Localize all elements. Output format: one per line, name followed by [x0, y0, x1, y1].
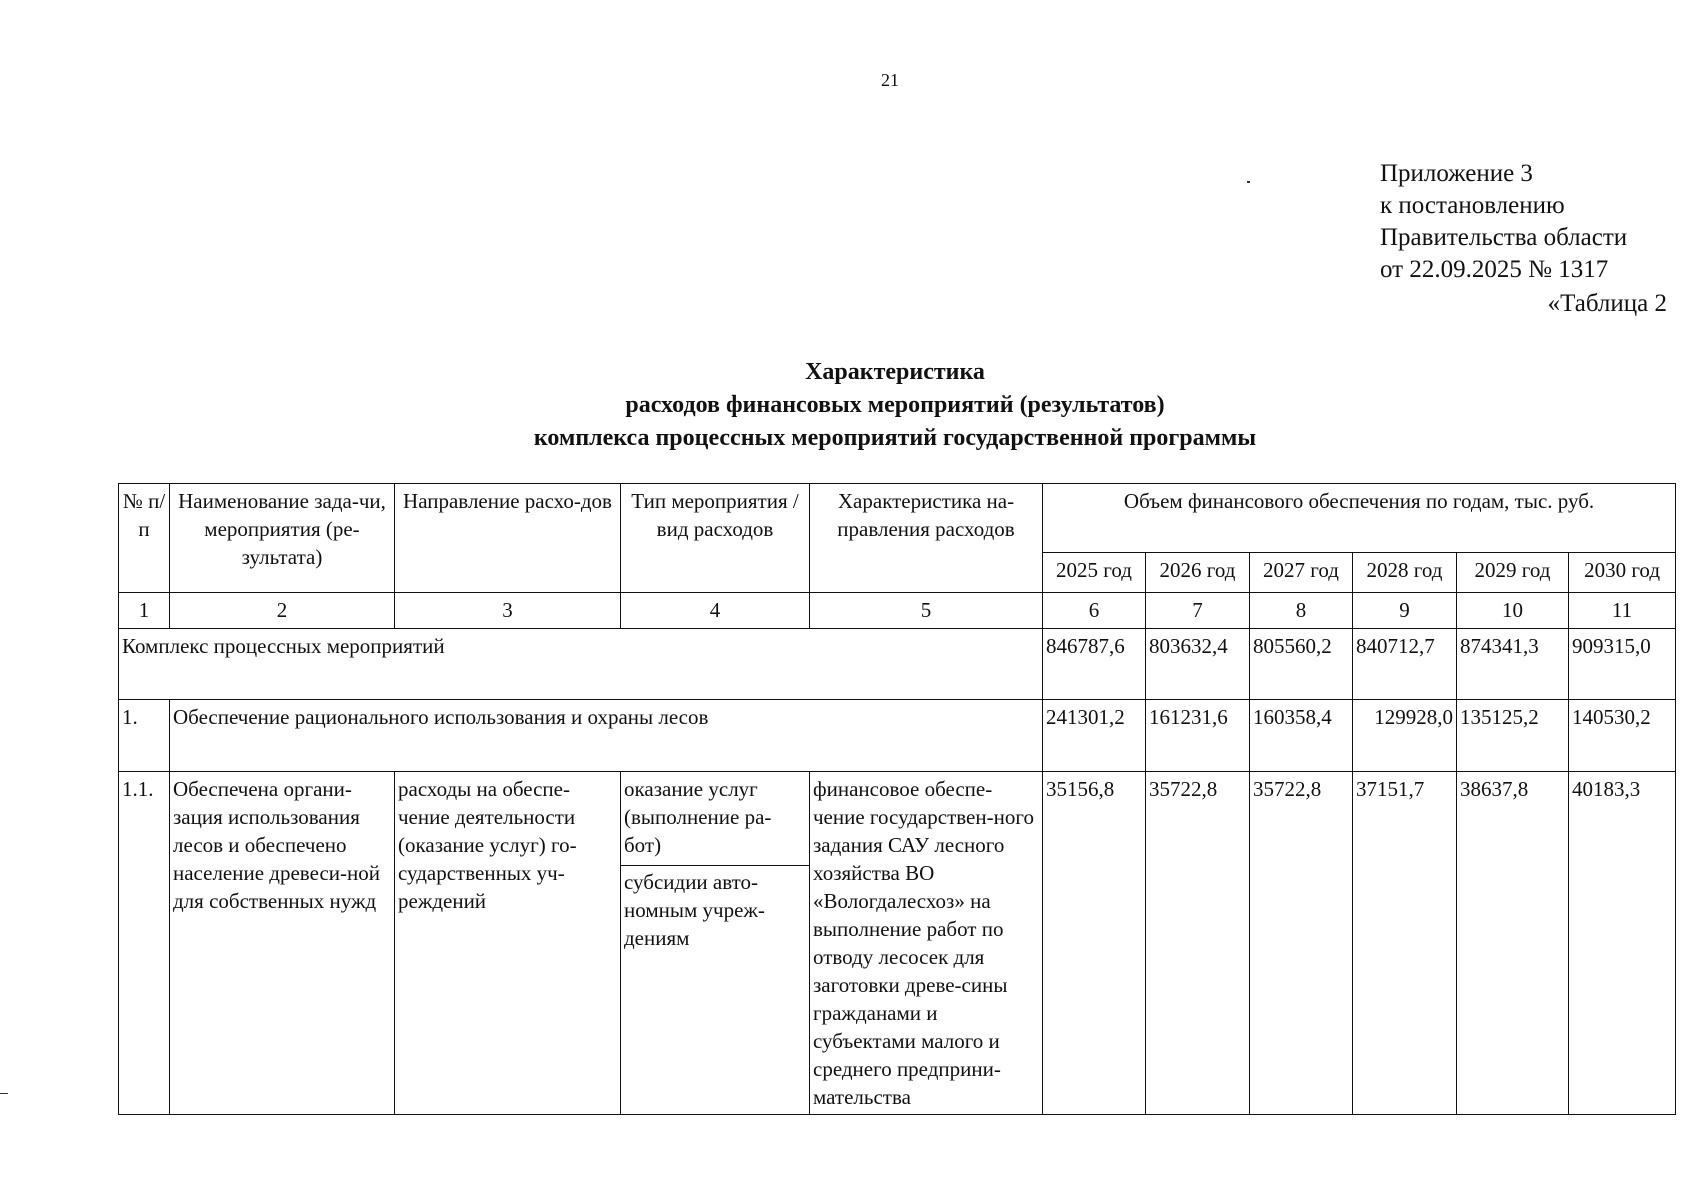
task-value: 135125,2: [1457, 700, 1569, 772]
column-number: 3: [395, 593, 621, 629]
complex-label: Комплекс процессных мероприятий: [119, 629, 1043, 700]
result-direction: расходы на обеспе-чение деятельности (оказание услуг) го-сударственных уч-реждений: [395, 772, 621, 1115]
task-value: 160358,4: [1250, 700, 1353, 772]
header-characteristic: Характеристика на-правления расходов: [810, 484, 1043, 593]
column-number: 6: [1043, 593, 1146, 629]
result-type-sub: субсидии авто-номным учреж-дениям: [621, 865, 809, 952]
column-number: 10: [1457, 593, 1569, 629]
column-number: 11: [1569, 593, 1676, 629]
appendix-block: [1380, 158, 1627, 286]
scan-margin-mark: [0, 1093, 8, 1094]
header-funding: Объем финансового обеспечения по годам, тыс. руб.: [1043, 484, 1676, 553]
result-value: 38637,8: [1457, 772, 1569, 1115]
result-characteristic: финансовое обеспе-чение государствен-ного задания САУ лесного хозяйства ВО «Вологдалесхоз» на выполнение работ по отводу лесосек для заготовки древе-сины гражданами и субъектами малого и среднего предприни-мательства: [810, 772, 1043, 1115]
column-number: 7: [1146, 593, 1250, 629]
header-year: 2030 год: [1569, 553, 1676, 593]
header-year: 2028 год: [1353, 553, 1457, 593]
task-value: 241301,2: [1043, 700, 1146, 772]
column-number: 9: [1353, 593, 1457, 629]
header-direction: Направление расхо-дов: [395, 484, 621, 593]
header-year: 2029 год: [1457, 553, 1569, 593]
column-number: 8: [1250, 593, 1353, 629]
result-type-main: оказание услуг (выполнение ра-бот): [624, 777, 772, 857]
column-number: 1: [119, 593, 170, 629]
column-number: 4: [621, 593, 810, 629]
complex-value: 803632,4: [1146, 629, 1250, 700]
complex-value: 874341,3: [1457, 629, 1569, 700]
result-value: 35722,8: [1250, 772, 1353, 1115]
task-label: Обеспечение рационального использования и охраны лесов: [170, 700, 1043, 772]
result-value: 40183,3: [1569, 772, 1676, 1115]
result-num: 1.1.: [119, 772, 170, 1115]
complex-value: 840712,7: [1353, 629, 1457, 700]
complex-value: 805560,2: [1250, 629, 1353, 700]
appendix-line: Правительства области: [1380, 224, 1628, 251]
complex-row: [119, 629, 1676, 700]
appendix-line: от 22.09.2025 № 1317: [1380, 256, 1609, 283]
complex-value: 909315,0: [1569, 629, 1676, 700]
title-line: расходов финансовых мероприятий (результатов): [625, 392, 1165, 418]
appendix-line: к постановлению: [1380, 192, 1565, 219]
page-number: 21: [881, 70, 899, 90]
task-num: 1.: [119, 700, 170, 772]
header-year: 2026 год: [1146, 553, 1250, 593]
task-value: 161231,6: [1146, 700, 1250, 772]
expenses-table: [118, 483, 1676, 1115]
task-row: [119, 700, 1676, 772]
appendix-line: Приложение 3: [1380, 160, 1533, 187]
result-value: 35722,8: [1146, 772, 1250, 1115]
complex-value: 846787,6: [1043, 629, 1146, 700]
header-row: [119, 484, 1676, 553]
column-number: 2: [170, 593, 395, 629]
title-line: Характеристика: [805, 359, 985, 385]
task-value: 129928,0: [1353, 700, 1457, 772]
column-numbers-row: [119, 593, 1676, 629]
column-number: 5: [810, 593, 1043, 629]
header-type: Тип мероприятия / вид расходов: [621, 484, 810, 593]
document-title: [0, 356, 1697, 455]
scan-speck: [1247, 181, 1250, 183]
result-type-cell: [621, 772, 810, 1115]
header-year: 2025 год: [1043, 553, 1146, 593]
header-year: 2027 год: [1250, 553, 1353, 593]
header-name: Наименование зада-чи, мероприятия (ре-зультата): [170, 484, 395, 593]
table-reference: «Таблица 2: [1547, 290, 1667, 317]
result-value: 35156,8: [1043, 772, 1146, 1115]
result-value: 37151,7: [1353, 772, 1457, 1115]
header-num: № п/п: [119, 484, 170, 593]
title-line: комплекса процессных мероприятий государственной программы: [533, 425, 1257, 451]
result-row: [119, 772, 1676, 1115]
result-name: Обеспечена органи-зация использования лесов и обеспечено население древеси-ной для собственных нужд: [170, 772, 395, 1115]
task-value: 140530,2: [1569, 700, 1676, 772]
